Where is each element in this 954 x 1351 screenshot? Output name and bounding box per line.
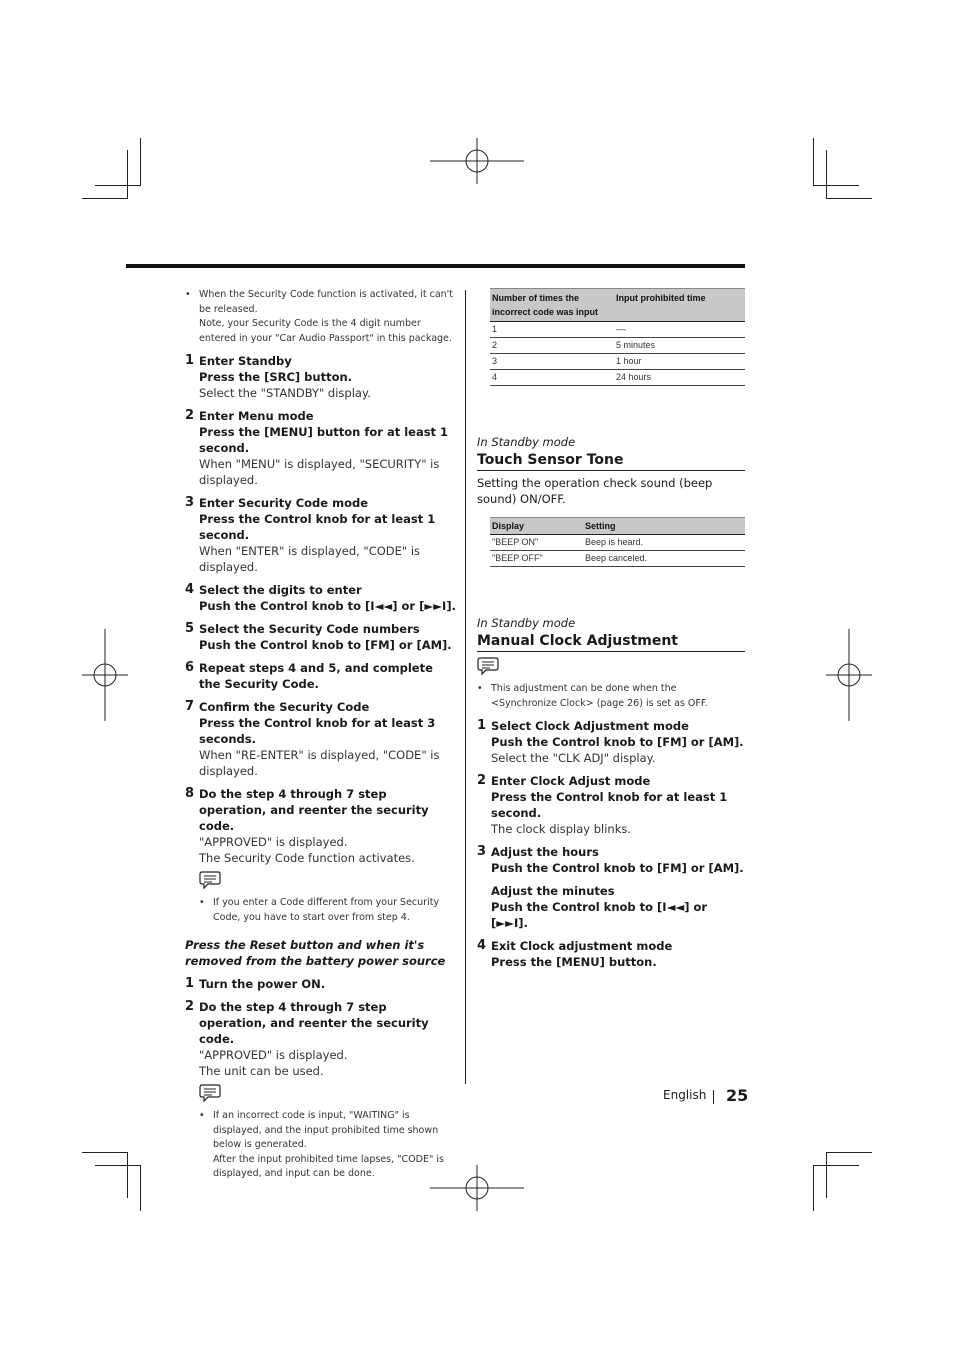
step-action: Press the [MENU] button for at least 1 second. [199,425,449,455]
note-icon [477,656,499,676]
table-header: Input prohibited time [614,289,745,322]
step-number: 6 [185,660,195,675]
step-6 [185,660,457,692]
table-cell: 4 [490,370,614,386]
step-description: When "ENTER" is displayed, "CODE" is displayed. [199,544,421,574]
step-title: Enter Security Code mode [199,496,369,510]
step-action: Push the Control knob to [FM] or [AM]. [491,861,744,875]
table-row [490,322,745,338]
touch-mode-label: In Standby mode [477,435,576,449]
footer-separator [713,1090,714,1104]
table-row [490,535,745,551]
step-number: 3 [185,495,195,510]
right-column [477,288,745,970]
step-title: Enter Menu mode [199,409,314,423]
step-title: Select Clock Adjustment mode [491,719,689,733]
step-number: 7 [185,699,195,714]
table-cell: Beep canceled. [583,551,745,567]
step-description: The clock display blinks. [491,822,632,836]
step-4 [185,582,457,614]
left-column [185,288,457,1182]
step-title: Repeat steps 4 and 5, and complete the Security Code. [199,661,433,691]
table-row [490,551,745,567]
step-number: 4 [185,582,195,597]
step-8 [185,786,457,866]
step-title: Select the digits to enter [199,583,362,597]
step-2 [185,408,457,488]
step-number: 5 [185,621,195,636]
step-title: Adjust the minutes [491,884,615,898]
note-icon [199,870,221,890]
step-action: Press the Control knob for at least 1 second. [491,790,728,820]
table-header: Display [490,518,583,535]
step-2 [477,773,745,837]
step-number: 2 [185,999,195,1014]
step-number: 3 [477,844,487,859]
table-cell: 2 [490,338,614,354]
note-1: • If you enter a Code different from your Security Code, you have to start over from step 4. [199,897,440,923]
step-title: Enter Clock Adjust mode [491,774,651,788]
intro-note-text: Note, your Security Code is the 4 digit number entered in your "Car Audio Passport" in this package. [199,318,452,344]
step-action: Press the [MENU] button. [491,955,657,969]
step-action: Press the Control knob for at least 1 second. [199,512,436,542]
note-2: • If an incorrect code is input, "WAITING" is displayed, and the input prohibited time shown below is generated. After the input prohibited time lapses, "CODE" is displayed, and input can be done. [199,1110,444,1179]
registration-mark-top [430,138,524,184]
footer-language: English [663,1088,707,1102]
step-1 [185,353,457,401]
clock-mode-label: In Standby mode [477,616,576,630]
touch-description: Setting the operation check sound (beep sound) ON/OFF. [477,476,713,506]
header-rule [126,264,745,268]
reset-heading: Press the Reset button and when it's removed from the battery power source [185,938,446,968]
step-action: Push the Control knob to [I◄◄] or [►►I]. [199,599,456,613]
column-divider [465,290,466,1084]
table-cell: "BEEP OFF" [490,551,583,567]
step-2 [185,999,457,1079]
step-5 [185,621,457,653]
step-action: Push the Control knob to [FM] or [AM]. [491,735,744,749]
step-title: Exit Clock adjustment mode [491,939,673,953]
step-title: Do the step 4 through 7 step operation, and reenter the security code. [199,1000,429,1046]
clock-section-title: Manual Clock Adjustment [477,633,745,652]
table-cell: 24 hours [614,370,745,386]
table-cell: 1 [490,322,614,338]
touch-section-title: Touch Sensor Tone [477,452,745,471]
table-cell: "BEEP ON" [490,535,583,551]
step-number: 2 [477,773,487,788]
step-description: The unit can be used. [199,1064,324,1078]
step-description: "APPROVED" is displayed. [199,835,348,849]
table-header: Setting [583,518,745,535]
step-title: Enter Standby [199,354,292,368]
table-cell: 3 [490,354,614,370]
step-1 [477,718,745,766]
step-number: 1 [185,976,195,991]
table-row [490,370,745,386]
step-number: 1 [185,353,195,368]
step-title: Do the step 4 through 7 step operation, and reenter the security code. [199,787,429,833]
registration-mark-left [82,629,128,721]
step-7 [185,699,457,779]
step-action: Press the Control knob for at least 3 seconds. [199,716,436,746]
prohibit-table [490,288,745,386]
registration-mark-right [826,629,872,721]
table-cell: –– [614,322,745,338]
step-title: Adjust the hours [491,845,599,859]
table-header: Number of times the incorrect code was input [490,289,614,322]
step-action: Push the Control knob to [I◄◄] or [►►I]. [491,900,708,930]
step-number: 1 [477,718,487,733]
page-number: 25 [726,1086,749,1105]
intro-bullet-text: When the Security Code function is activated, it can't be released. [199,289,453,315]
step-description: Select the "STANDBY" display. [199,386,371,400]
note-icon [199,1083,221,1103]
table-cell: 5 minutes [614,338,745,354]
step-title: Confirm the Security Code [199,700,370,714]
step-description: When "MENU" is displayed, "SECURITY" is displayed. [199,457,440,487]
step-1 [185,976,457,992]
intro-bullet: • When the Security Code function is activated, it can't be released. Note, your Security Code is the 4 digit number entered in your "Car Audio Passport" in this package. [185,289,453,344]
step-3 [477,844,745,931]
step-description: When "RE-ENTER" is displayed, "CODE" is displayed. [199,748,440,778]
step-description: "APPROVED" is displayed. [199,1048,348,1062]
step-number: 4 [477,938,487,953]
step-action: Press the [SRC] button. [199,370,353,384]
step-title: Turn the power ON. [199,977,326,991]
table-cell: 1 hour [614,354,745,370]
step-description: Select the "CLK ADJ" display. [491,751,656,765]
step-action: Push the Control knob to [FM] or [AM]. [199,638,452,652]
table-row [490,338,745,354]
step-title: Select the Security Code numbers [199,622,420,636]
step-number: 2 [185,408,195,423]
step-4 [477,938,745,970]
step-number: 8 [185,786,195,801]
table-row [490,354,745,370]
step-3 [185,495,457,575]
table-cell: Beep is heard. [583,535,745,551]
step-description: The Security Code function activates. [199,851,415,865]
beep-table [490,517,745,567]
clock-note: • This adjustment can be done when the <Synchronize Clock> (page 26) is set as OFF. [477,683,708,709]
